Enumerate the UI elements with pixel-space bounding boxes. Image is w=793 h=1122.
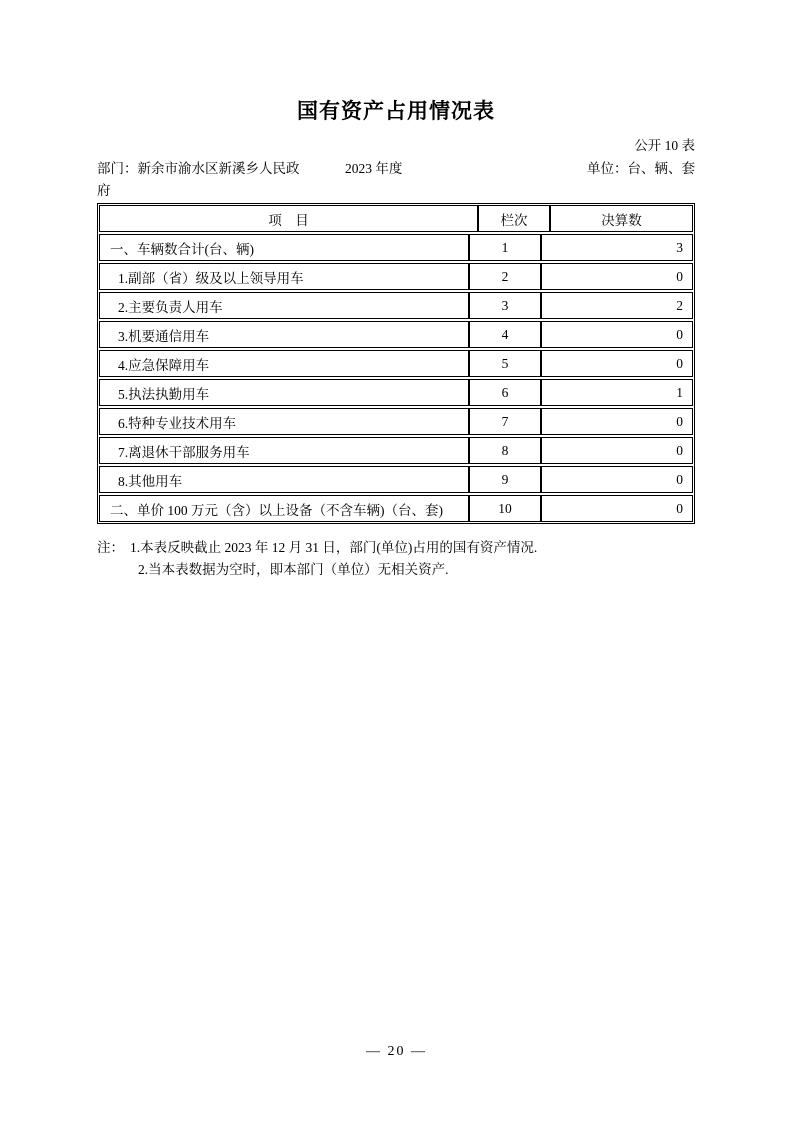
- table-row: [99, 437, 693, 464]
- item-cell: 一、车辆数合计(台、辆): [110, 241, 254, 257]
- header-cell-value: 决算数: [601, 212, 642, 228]
- value-cell: 3: [676, 239, 683, 255]
- notes-body: [130, 537, 537, 581]
- value-cell: 0: [676, 413, 683, 429]
- item-cell: 二、单价 100 万元（含）以上设备（不含车辆)（台、套): [110, 502, 443, 518]
- item-cell: 4.应急保障用车: [118, 357, 210, 373]
- table-row: [99, 234, 693, 261]
- col-cell: 5: [468, 351, 542, 376]
- note-line: 2.当本表数据为空时，即本部门（单位）无相关资产.: [138, 562, 449, 577]
- table-row: [99, 321, 693, 348]
- table-row: [99, 263, 693, 290]
- value-cell: 0: [676, 500, 683, 516]
- table-row: [99, 379, 693, 406]
- table-row: [99, 408, 693, 435]
- col-cell: 8: [468, 438, 542, 463]
- item-cell: 5.执法执勤用车: [118, 386, 210, 402]
- data-table: [97, 203, 695, 524]
- value-cell: 0: [676, 471, 683, 487]
- fiscal-year-label: 2023 年度: [345, 161, 403, 176]
- item-cell: 6.特种专业技术用车: [118, 415, 237, 431]
- col-cell: 2: [468, 264, 542, 289]
- col-cell: 6: [468, 380, 542, 405]
- col-cell: 4: [468, 322, 542, 347]
- col-cell: 10: [468, 496, 542, 521]
- col-cell: 7: [468, 409, 542, 434]
- value-cell: 0: [676, 442, 683, 458]
- meta-row: [97, 158, 695, 202]
- header-cell-item: 项 目: [268, 212, 309, 228]
- table-header-row: [99, 205, 693, 232]
- item-cell: 1.副部（省）级及以上领导用车: [118, 270, 304, 286]
- item-cell: 7.离退休干部服务用车: [118, 444, 250, 460]
- document-content: [97, 0, 695, 581]
- header-cell-col: 栏次: [477, 206, 551, 231]
- department-label: 部门：新余市渝水区新溪乡人民政府: [97, 161, 300, 198]
- col-cell: 1: [468, 235, 542, 260]
- table-row: [99, 292, 693, 319]
- notes-section: [97, 537, 695, 581]
- page-title: 国有资产占用情况表: [297, 100, 495, 123]
- value-cell: 1: [676, 384, 683, 400]
- table-row: [99, 495, 693, 522]
- note-line: 1.本表反映截止 2023 年 12 月 31 日，部门(单位)占用的国有资产情况.: [130, 540, 538, 555]
- col-cell: 9: [468, 467, 542, 492]
- item-cell: 3.机要通信用车: [118, 328, 210, 344]
- unit-label: 单位：台、辆、套: [587, 161, 695, 176]
- value-cell: 0: [676, 268, 683, 284]
- page-number: — 20 —: [366, 1044, 427, 1059]
- value-cell: 2: [676, 297, 683, 313]
- table-row: [99, 466, 693, 493]
- table-number: 公开 10 表: [634, 138, 695, 153]
- col-cell: 3: [468, 293, 542, 318]
- notes-label: 注：: [97, 540, 124, 555]
- value-cell: 0: [676, 326, 683, 342]
- table-row: [99, 350, 693, 377]
- item-cell: 2.主要负责人用车: [118, 299, 223, 315]
- value-cell: 0: [676, 355, 683, 371]
- item-cell: 8.其他用车: [118, 473, 183, 489]
